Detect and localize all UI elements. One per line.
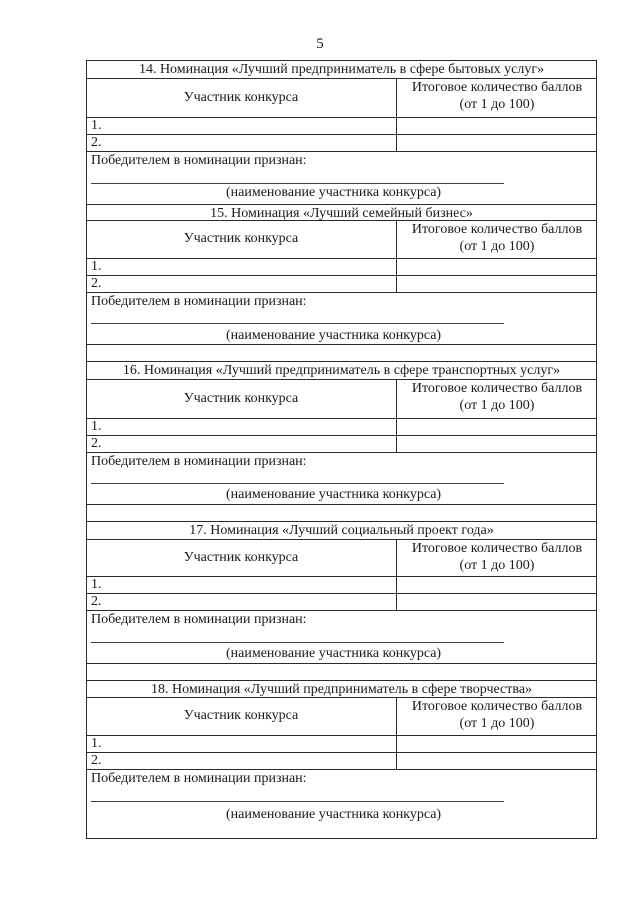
nomination-5-rule-2	[86, 752, 597, 753]
nomination-2-row-2-label: 2.	[91, 276, 102, 291]
nomination-2-winner-name-line[interactable]	[91, 323, 504, 324]
nomination-1-rule-2	[86, 134, 597, 135]
nomination-5-signature-caption: (наименование участника конкурса)	[226, 807, 442, 822]
nomination-2-row-1-label: 1.	[91, 259, 102, 274]
nomination-1-signature-caption: (наименование участника конкурса)	[226, 185, 442, 200]
nomination-2-rule-1	[86, 258, 597, 259]
nomination-3-rule-0	[86, 379, 597, 380]
nomination-4-row-1-label: 1.	[91, 577, 102, 592]
nomination-2-rule-2	[86, 275, 597, 276]
nomination-1-row-2-label: 2.	[91, 135, 102, 150]
nomination-4-winner-name-line[interactable]	[91, 642, 504, 643]
nomination-3-winner-label: Победителем в номинации признан:	[91, 454, 307, 469]
nomination-3-rule-tail	[86, 504, 597, 505]
nomination-5-title: 18. Номинация «Лучший предприниматель в сфере творчества»	[150, 682, 533, 697]
nomination-3-row-1-label: 1.	[91, 419, 102, 434]
nomination-2-rule-bottom	[86, 361, 597, 362]
nomination-2-rule-3	[86, 292, 597, 293]
nomination-3-rule-2	[86, 435, 597, 436]
nomination-2-signature-caption: (наименование участника конкурса)	[226, 328, 442, 343]
nomination-5-participant-header: Участник конкурса	[183, 708, 299, 723]
nomination-1-rule-1	[86, 117, 597, 118]
nomination-4-rule-2	[86, 593, 597, 594]
nomination-4-rule-1	[86, 576, 597, 577]
nomination-5-row-1-label: 1.	[91, 736, 102, 751]
nomination-1-winner-label: Победителем в номинации признан:	[91, 153, 307, 168]
nomination-4-row-2-label: 2.	[91, 594, 102, 609]
nomination-3-rule-bottom	[86, 521, 597, 522]
nomination-4-title: 17. Номинация «Лучший социальный проект года»	[189, 523, 494, 538]
nomination-4-participant-header: Участник конкурса	[183, 549, 299, 565]
nomination-3-rule-1	[86, 418, 597, 419]
nomination-2-participant-header: Участник конкурса	[183, 231, 299, 246]
nomination-3-score-header: Итоговое количество баллов	[411, 381, 583, 396]
nomination-5-winner-label: Победителем в номинации признан:	[91, 771, 307, 786]
nomination-2-rule-tail	[86, 344, 597, 345]
nomination-5-rule-1	[86, 735, 597, 736]
nomination-1-row-1-label: 1.	[91, 118, 102, 133]
nomination-4-rule-3	[86, 610, 597, 611]
nomination-3-winner-name-line[interactable]	[91, 483, 504, 484]
nomination-1-rule-bottom	[86, 204, 597, 205]
nomination-4-rule-tail	[86, 663, 597, 664]
nomination-1-winner-name-line[interactable]	[91, 183, 504, 184]
nomination-3-title: 16. Номинация «Лучший предприниматель в сфере транспортных услуг»	[122, 363, 561, 378]
page-number: 5	[316, 36, 324, 52]
nomination-4-score-header: Итоговое количество баллов	[411, 541, 583, 556]
nomination-3-row-2-label: 2.	[91, 436, 102, 451]
nomination-4-winner-label: Победителем в номинации признан:	[91, 612, 307, 627]
nomination-1-participant-header: Участник конкурса	[183, 89, 299, 105]
nomination-1-rule-3	[86, 151, 597, 152]
nomination-5-score-header: Итоговое количество баллов	[411, 699, 583, 714]
nomination-1-rule-0	[86, 78, 597, 79]
nomination-5-row-2-label: 2.	[91, 753, 102, 768]
nomination-4-score-range: (от 1 до 100)	[459, 558, 535, 573]
nomination-5-rule-3	[86, 769, 597, 770]
nomination-4-signature-caption: (наименование участника конкурса)	[226, 646, 442, 661]
nomination-2-title: 15. Номинация «Лучший семейный бизнес»	[210, 206, 473, 221]
nomination-3-participant-header: Участник конкурса	[183, 390, 299, 406]
nomination-3-rule-3	[86, 452, 597, 453]
nomination-4-rule-0	[86, 539, 597, 540]
nomination-5-score-range: (от 1 до 100)	[459, 716, 535, 731]
nomination-1-title: 14. Номинация «Лучший предприниматель в сфере бытовых услуг»	[138, 62, 545, 77]
nomination-5-winner-name-line[interactable]	[91, 801, 504, 802]
nomination-4-rule-bottom	[86, 680, 597, 681]
nomination-3-score-range: (от 1 до 100)	[459, 398, 535, 413]
nomination-1-score-range: (от 1 до 100)	[459, 97, 535, 112]
nomination-2-score-header: Итоговое количество баллов	[411, 222, 583, 237]
nomination-2-score-range: (от 1 до 100)	[459, 239, 535, 254]
nomination-2-winner-label: Победителем в номинации признан:	[91, 294, 307, 309]
nomination-1-score-header: Итоговое количество баллов	[411, 80, 583, 95]
nomination-3-signature-caption: (наименование участника конкурса)	[226, 487, 442, 502]
